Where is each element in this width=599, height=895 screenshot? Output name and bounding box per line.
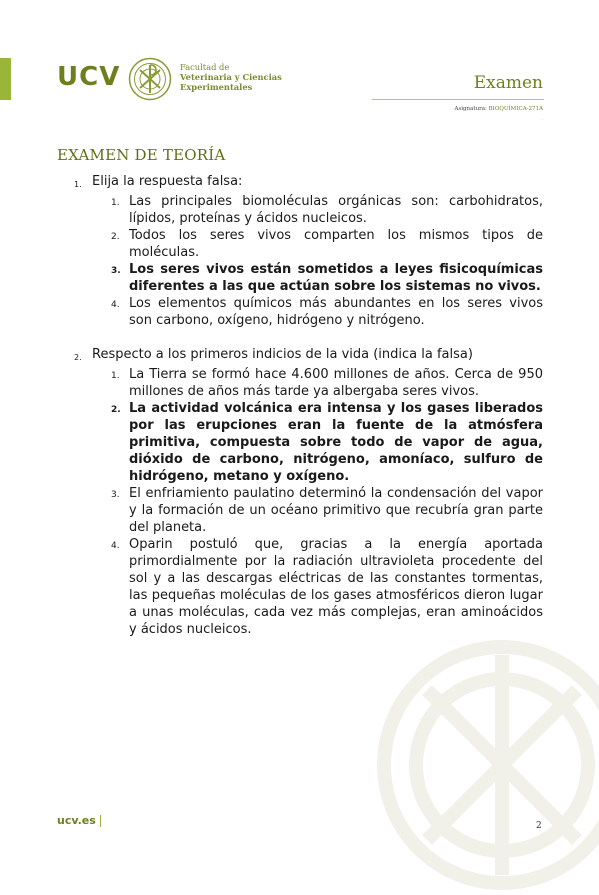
subject-line <box>454 106 543 112</box>
option-text: Oparin postuló que, gracias a la energía aportada primordialmente por la radiación ultravioleta procedente del sol y a las descargas eléctricas de las constantes tormentas, las pequeñas moléculas de los gases atmosféricos dieron lugar a unas moléculas, cada vez más complejas, eran aminoácidos y ácidos nucleicos. <box>129 537 543 637</box>
question-1 <box>74 173 543 193</box>
option-text: Los elementos químicos más abundantes en los seres vivos son carbono, oxígeno, hidrógeno y nitrógeno. <box>129 296 543 328</box>
option-number: 4. <box>111 300 120 310</box>
question-number: 1. <box>74 180 82 189</box>
option-text: La Tierra se formó hace 4.600 millones de años. Cerca de 950 millones de años más tarde ya albergaba seres vivos. <box>129 367 543 399</box>
subject-value: BIOQUÍMICA-271A <box>488 106 543 112</box>
option-number: 3. <box>111 266 121 276</box>
question-text: Elija la respuesta falsa: <box>92 174 243 189</box>
university-seal-icon <box>128 57 172 101</box>
exam-title: Examen <box>473 73 543 93</box>
option-number: 4. <box>111 541 120 551</box>
subject-label: Asignatura: <box>454 106 487 112</box>
option-text: La actividad volcánica era intensa y los gases liberados por las erupciones eran la fuente de la atmósfera primitiva, compuesta sobre todo de vapor de agua, dióxido de carbono, nitrógeno, amoníaco, sulfuro de hidrógeno, metano y oxígeno. <box>129 401 543 484</box>
questions-list <box>74 173 543 638</box>
option-number: 2. <box>111 405 121 415</box>
page-number: 2 <box>536 821 542 831</box>
option-text: Los seres vivos están sometidos a leyes fisicoquímicas diferentes a las que actúan sobre los sistemas no vivos. <box>129 262 543 294</box>
seal-watermark-icon <box>372 635 599 895</box>
header-divider <box>372 99 544 100</box>
option-item <box>111 295 543 329</box>
footer-divider <box>100 815 101 827</box>
faculty-line-3: Experimentales <box>180 82 253 92</box>
accent-bar <box>0 58 11 100</box>
option-item <box>111 193 543 227</box>
option-item <box>111 227 543 261</box>
question-2-options <box>111 366 543 638</box>
question-text: Respecto a los primeros indicios de la vida (indica la falsa) <box>92 347 473 362</box>
option-text: Las principales biomoléculas orgánicas son: carbohidratos, lípidos, proteínas y ácidos nucleicos. <box>129 194 543 226</box>
option-number: 2. <box>111 232 120 242</box>
question-2 <box>74 346 543 366</box>
footer-site: ucv.es <box>57 814 96 827</box>
option-number: 1. <box>111 198 120 208</box>
ucv-logo: UCV <box>57 62 121 92</box>
question-number: 2. <box>74 353 82 362</box>
option-number: 3. <box>111 490 120 500</box>
option-text: Todos los seres vivos comparten los mismos tipos de moléculas. <box>129 228 543 260</box>
faculty-line-2: Veterinaria y Ciencias <box>180 72 282 82</box>
option-item <box>111 485 543 536</box>
section-title: EXAMEN DE TEORÍA <box>57 146 226 164</box>
option-item <box>111 366 543 400</box>
option-number: 1. <box>111 371 120 381</box>
faculty-name <box>180 62 282 92</box>
faculty-line-1: Facultad de <box>180 62 230 72</box>
spacer <box>74 329 543 346</box>
option-item <box>111 536 543 638</box>
option-text: El enfriamiento paulatino determinó la condensación del vapor y la formación de un océano primitivo que recubría gran parte del planeta. <box>129 486 543 535</box>
decorative-dot: . <box>541 116 543 122</box>
option-item-answer <box>111 261 543 295</box>
question-1-options <box>111 193 543 329</box>
option-item-answer <box>111 400 543 485</box>
